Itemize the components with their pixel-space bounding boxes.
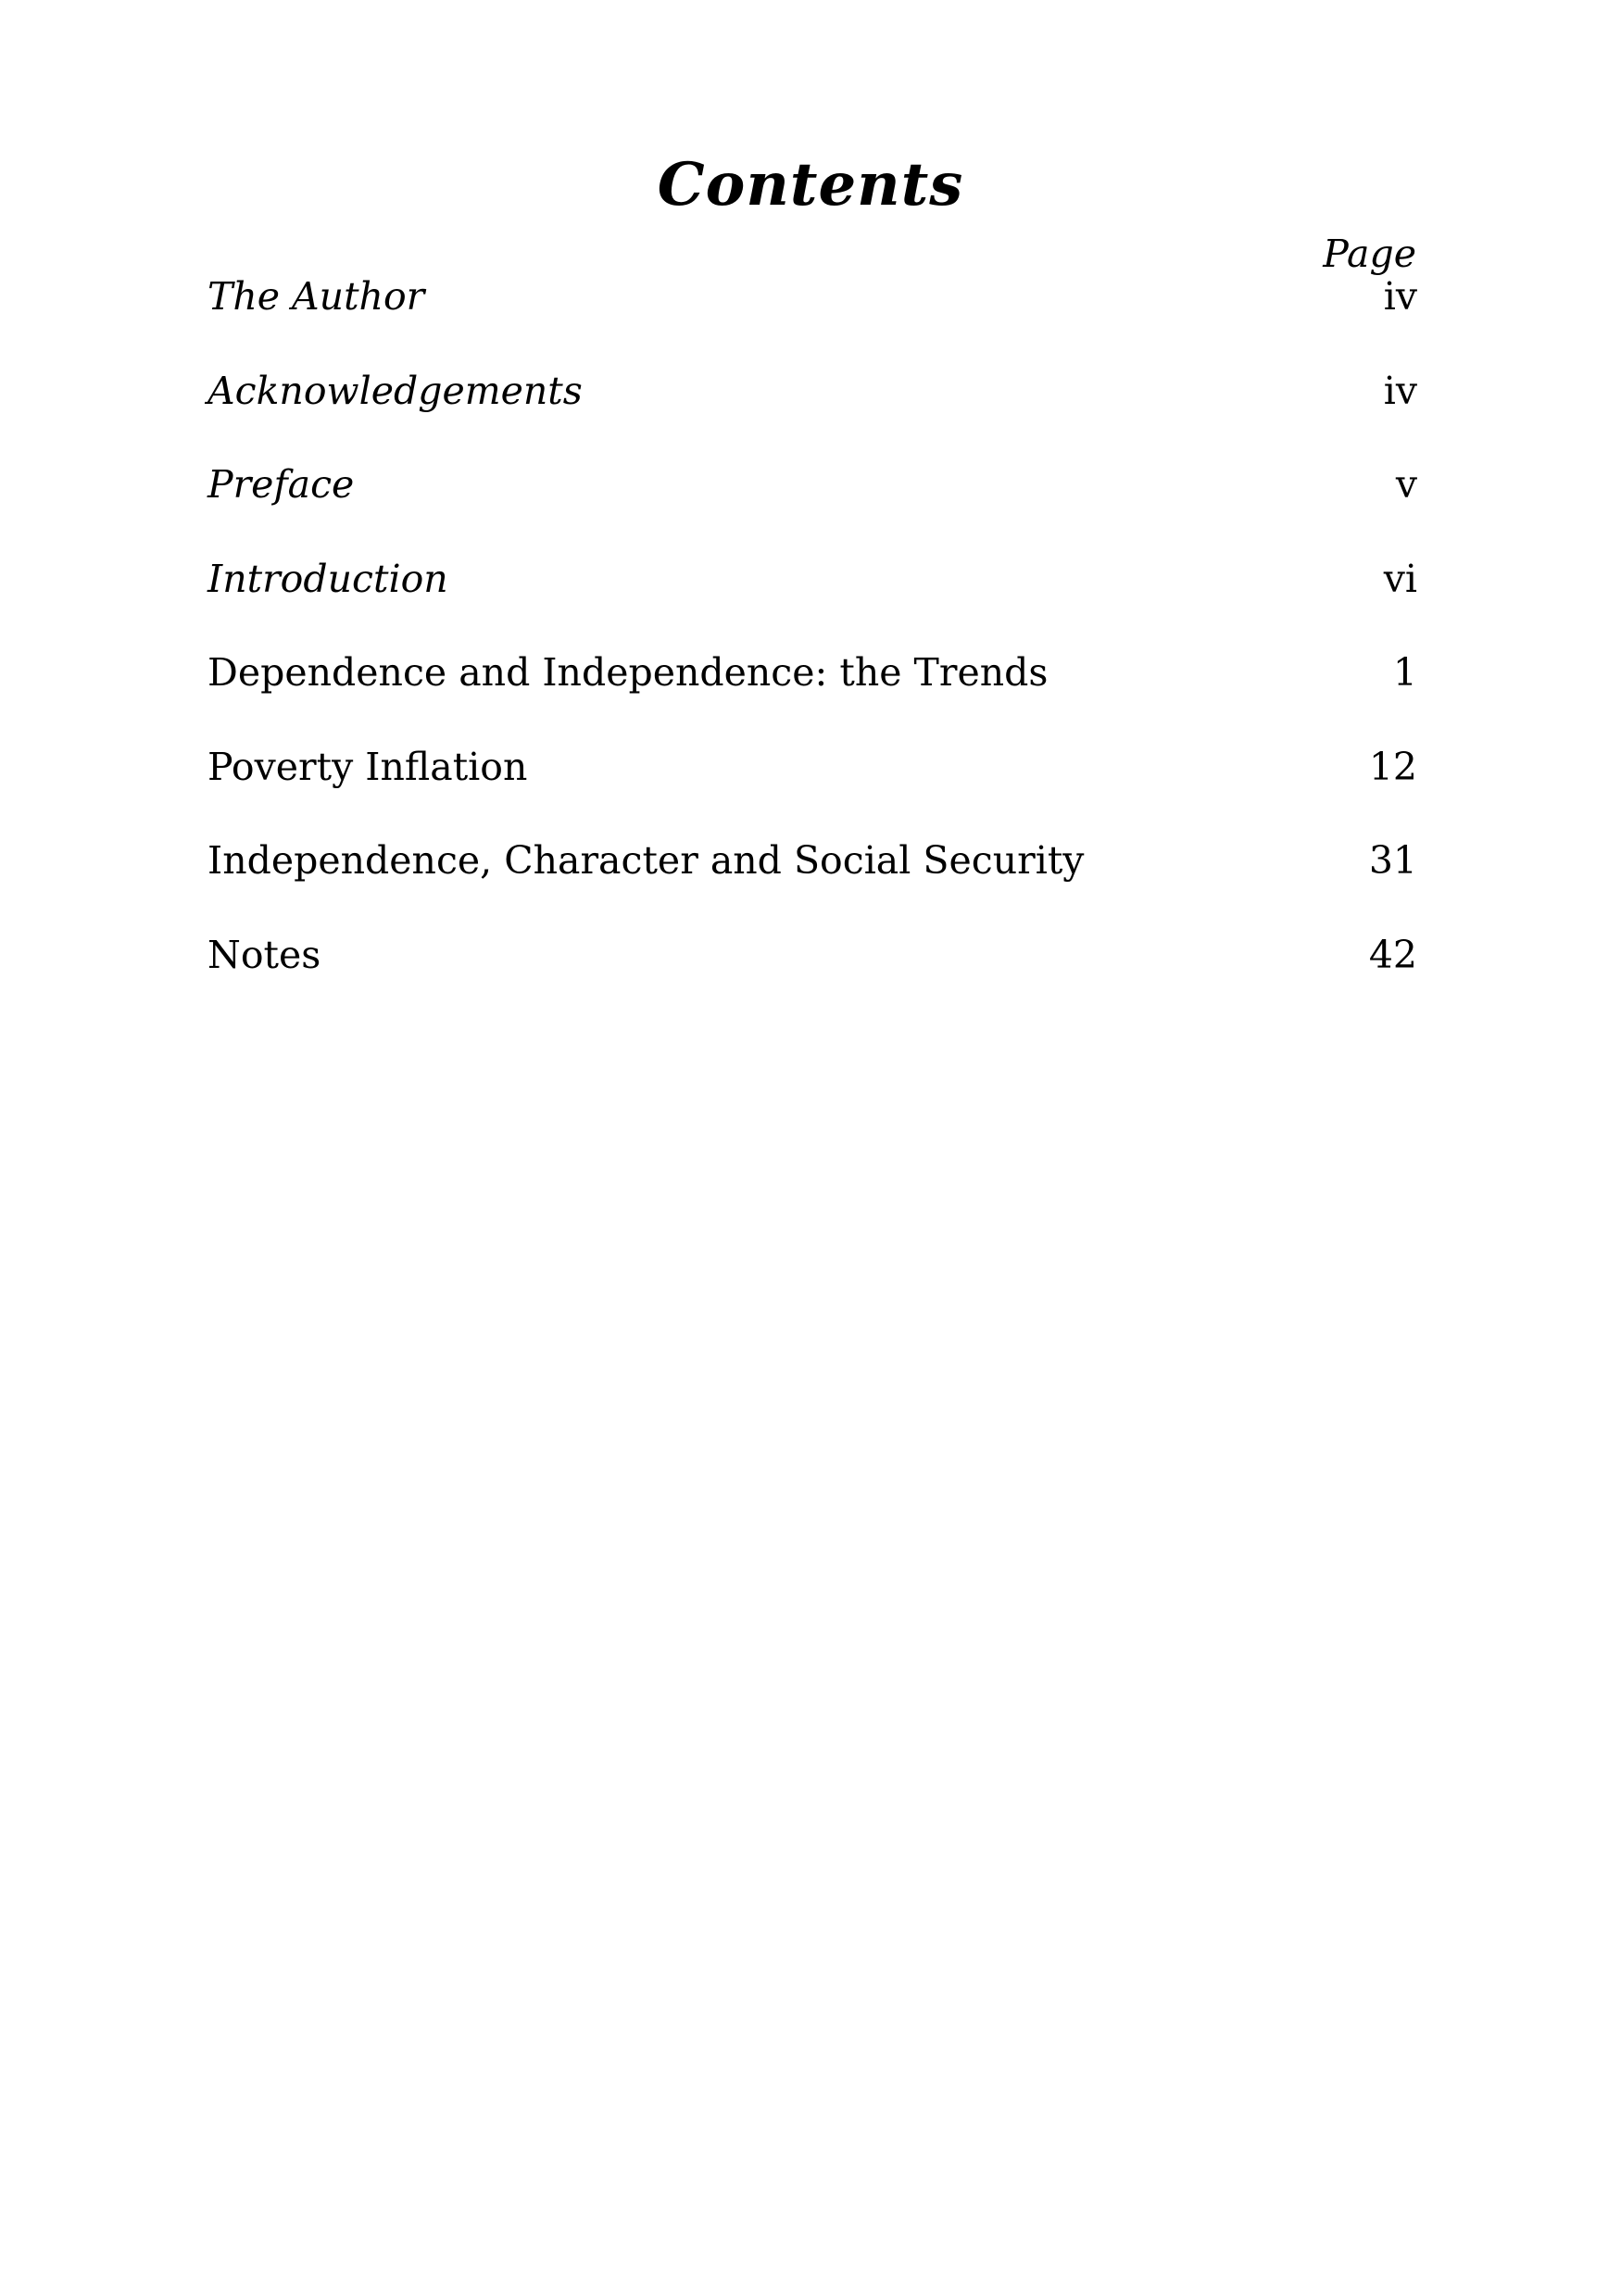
toc-entry-page: iv: [1383, 274, 1417, 319]
toc-entry-label: Introduction: [207, 556, 448, 601]
toc-entry-dependence-and-independence: [207, 650, 1417, 748]
toc-entry-page: 1: [1392, 650, 1417, 695]
toc-entry-page: 12: [1368, 744, 1417, 789]
toc-entry-label: Poverty Inflation: [207, 744, 528, 789]
toc-entry-acknowledgements: [207, 368, 1417, 467]
toc-entry-page: 31: [1368, 838, 1417, 883]
toc-entry-the-author: [207, 274, 1417, 372]
page-column-header: Page: [1323, 232, 1416, 276]
toc-entry-independence-character-social-security: [207, 838, 1417, 936]
toc-entry-poverty-inflation: [207, 744, 1417, 843]
toc-entry-label: Notes: [207, 932, 321, 977]
toc-entry-page: iv: [1383, 368, 1417, 413]
toc-entry-preface: [207, 462, 1417, 560]
toc-entry-page: vi: [1383, 556, 1417, 601]
toc-entry-label: The Author: [207, 274, 425, 319]
table-of-contents: [207, 274, 1417, 1030]
toc-entry-introduction: [207, 556, 1417, 655]
toc-entry-label: Dependence and Independence: the Trends: [207, 650, 1049, 695]
toc-entry-notes: [207, 932, 1417, 1031]
toc-entry-page: v: [1395, 462, 1417, 507]
toc-entry-page: 42: [1368, 932, 1417, 977]
toc-entry-label: Independence, Character and Social Security: [207, 838, 1085, 883]
toc-entry-label: Acknowledgements: [207, 368, 583, 413]
toc-entry-label: Preface: [207, 462, 355, 507]
page-title: Contents: [657, 150, 964, 220]
